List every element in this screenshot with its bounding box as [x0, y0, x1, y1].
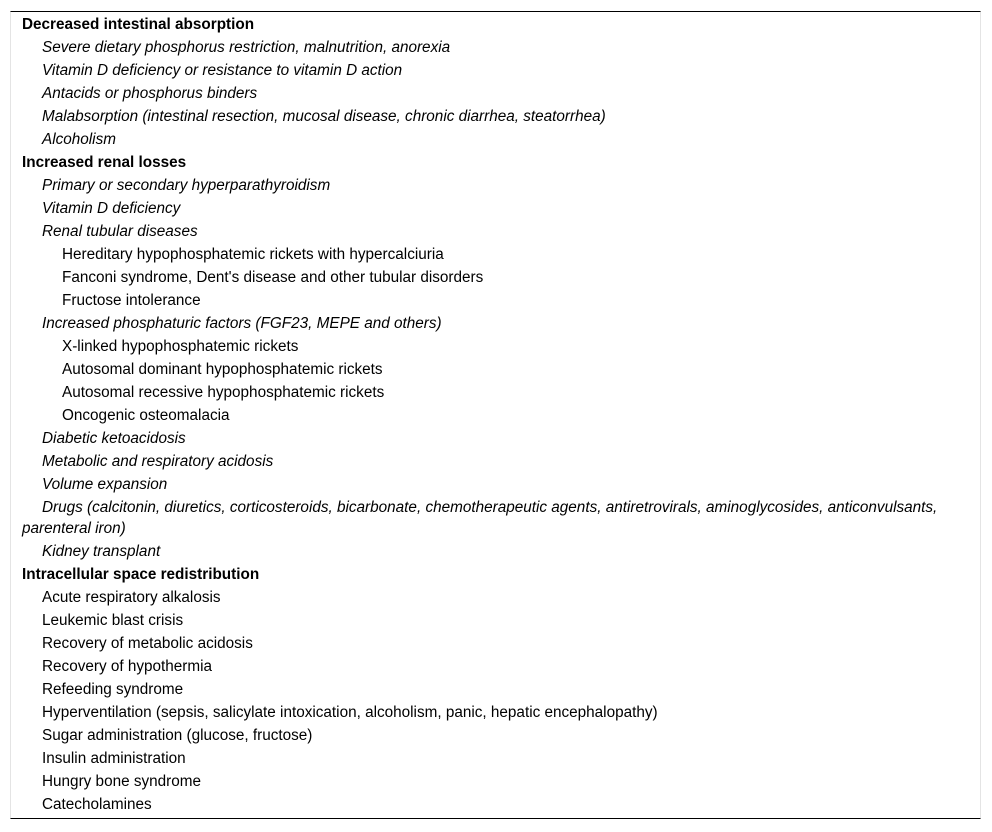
cause-item: Antacids or phosphorus binders [42, 85, 258, 102]
cause-item: Vitamin D deficiency or resistance to vitamin D action [42, 62, 403, 79]
cause-item: Volume expansion [42, 476, 168, 493]
cause-item: Vitamin D deficiency [42, 200, 181, 217]
cause-subitem: Oncogenic osteomalacia [62, 407, 230, 424]
cause-item: Severe dietary phosphorus restriction, malnutrition, anorexia [42, 39, 451, 56]
table-rows [22, 14, 967, 817]
cause-item: Recovery of metabolic acidosis [42, 635, 253, 652]
cause-item: Malabsorption (intestinal resection, mucosal disease, chronic diarrhea, steatorrhea) [42, 108, 606, 125]
cause-subitem: Hereditary hypophosphatemic rickets with hypercalciuria [62, 246, 444, 263]
cause-item: Kidney transplant [42, 543, 161, 560]
cause-item: Diabetic ketoacidosis [42, 430, 186, 447]
cause-subitem: Fructose intolerance [62, 292, 201, 309]
category-heading: Decreased intestinal absorption [22, 16, 255, 33]
cause-subitem: Fanconi syndrome, Dent's disease and other tubular disorders [62, 269, 484, 286]
cause-item: Acute respiratory alkalosis [42, 589, 221, 606]
cause-item: Alcoholism [42, 131, 116, 148]
cause-item: Hungry bone syndrome [42, 773, 202, 790]
cause-item: Insulin administration [42, 750, 186, 767]
cause-item: Catecholamines [42, 796, 152, 813]
cause-subitem: X-linked hypophosphatemic rickets [62, 338, 299, 355]
cause-item: Leukemic blast crisis [42, 612, 184, 629]
cause-item: Refeeding syndrome [42, 681, 184, 698]
category-heading: Increased renal losses [22, 154, 187, 171]
category-heading: Intracellular space redistribution [22, 566, 260, 583]
cause-item: Hyperventilation (sepsis, salicylate intoxication, alcoholism, panic, hepatic encephalopathy) [42, 704, 658, 721]
cause-item: Drugs (calcitonin, diuretics, corticosteroids, bicarbonate, chemotherapeutic agents, antiretrovirals, aminoglycosides, anticonvulsants, parenteral iron) [22, 499, 938, 537]
cause-item: Recovery of hypothermia [42, 658, 213, 675]
cause-item: Increased phosphaturic factors (FGF23, MEPE and others) [42, 315, 442, 332]
causes-table [10, 11, 981, 819]
cause-item: Metabolic and respiratory acidosis [42, 453, 274, 470]
cause-item: Primary or secondary hyperparathyroidism [42, 177, 331, 194]
cause-item: Sugar administration (glucose, fructose) [42, 727, 313, 744]
cause-subitem: Autosomal dominant hypophosphatemic rickets [62, 361, 383, 378]
cause-subitem: Autosomal recessive hypophosphatemic rickets [62, 384, 385, 401]
cause-item: Renal tubular diseases [42, 223, 198, 240]
